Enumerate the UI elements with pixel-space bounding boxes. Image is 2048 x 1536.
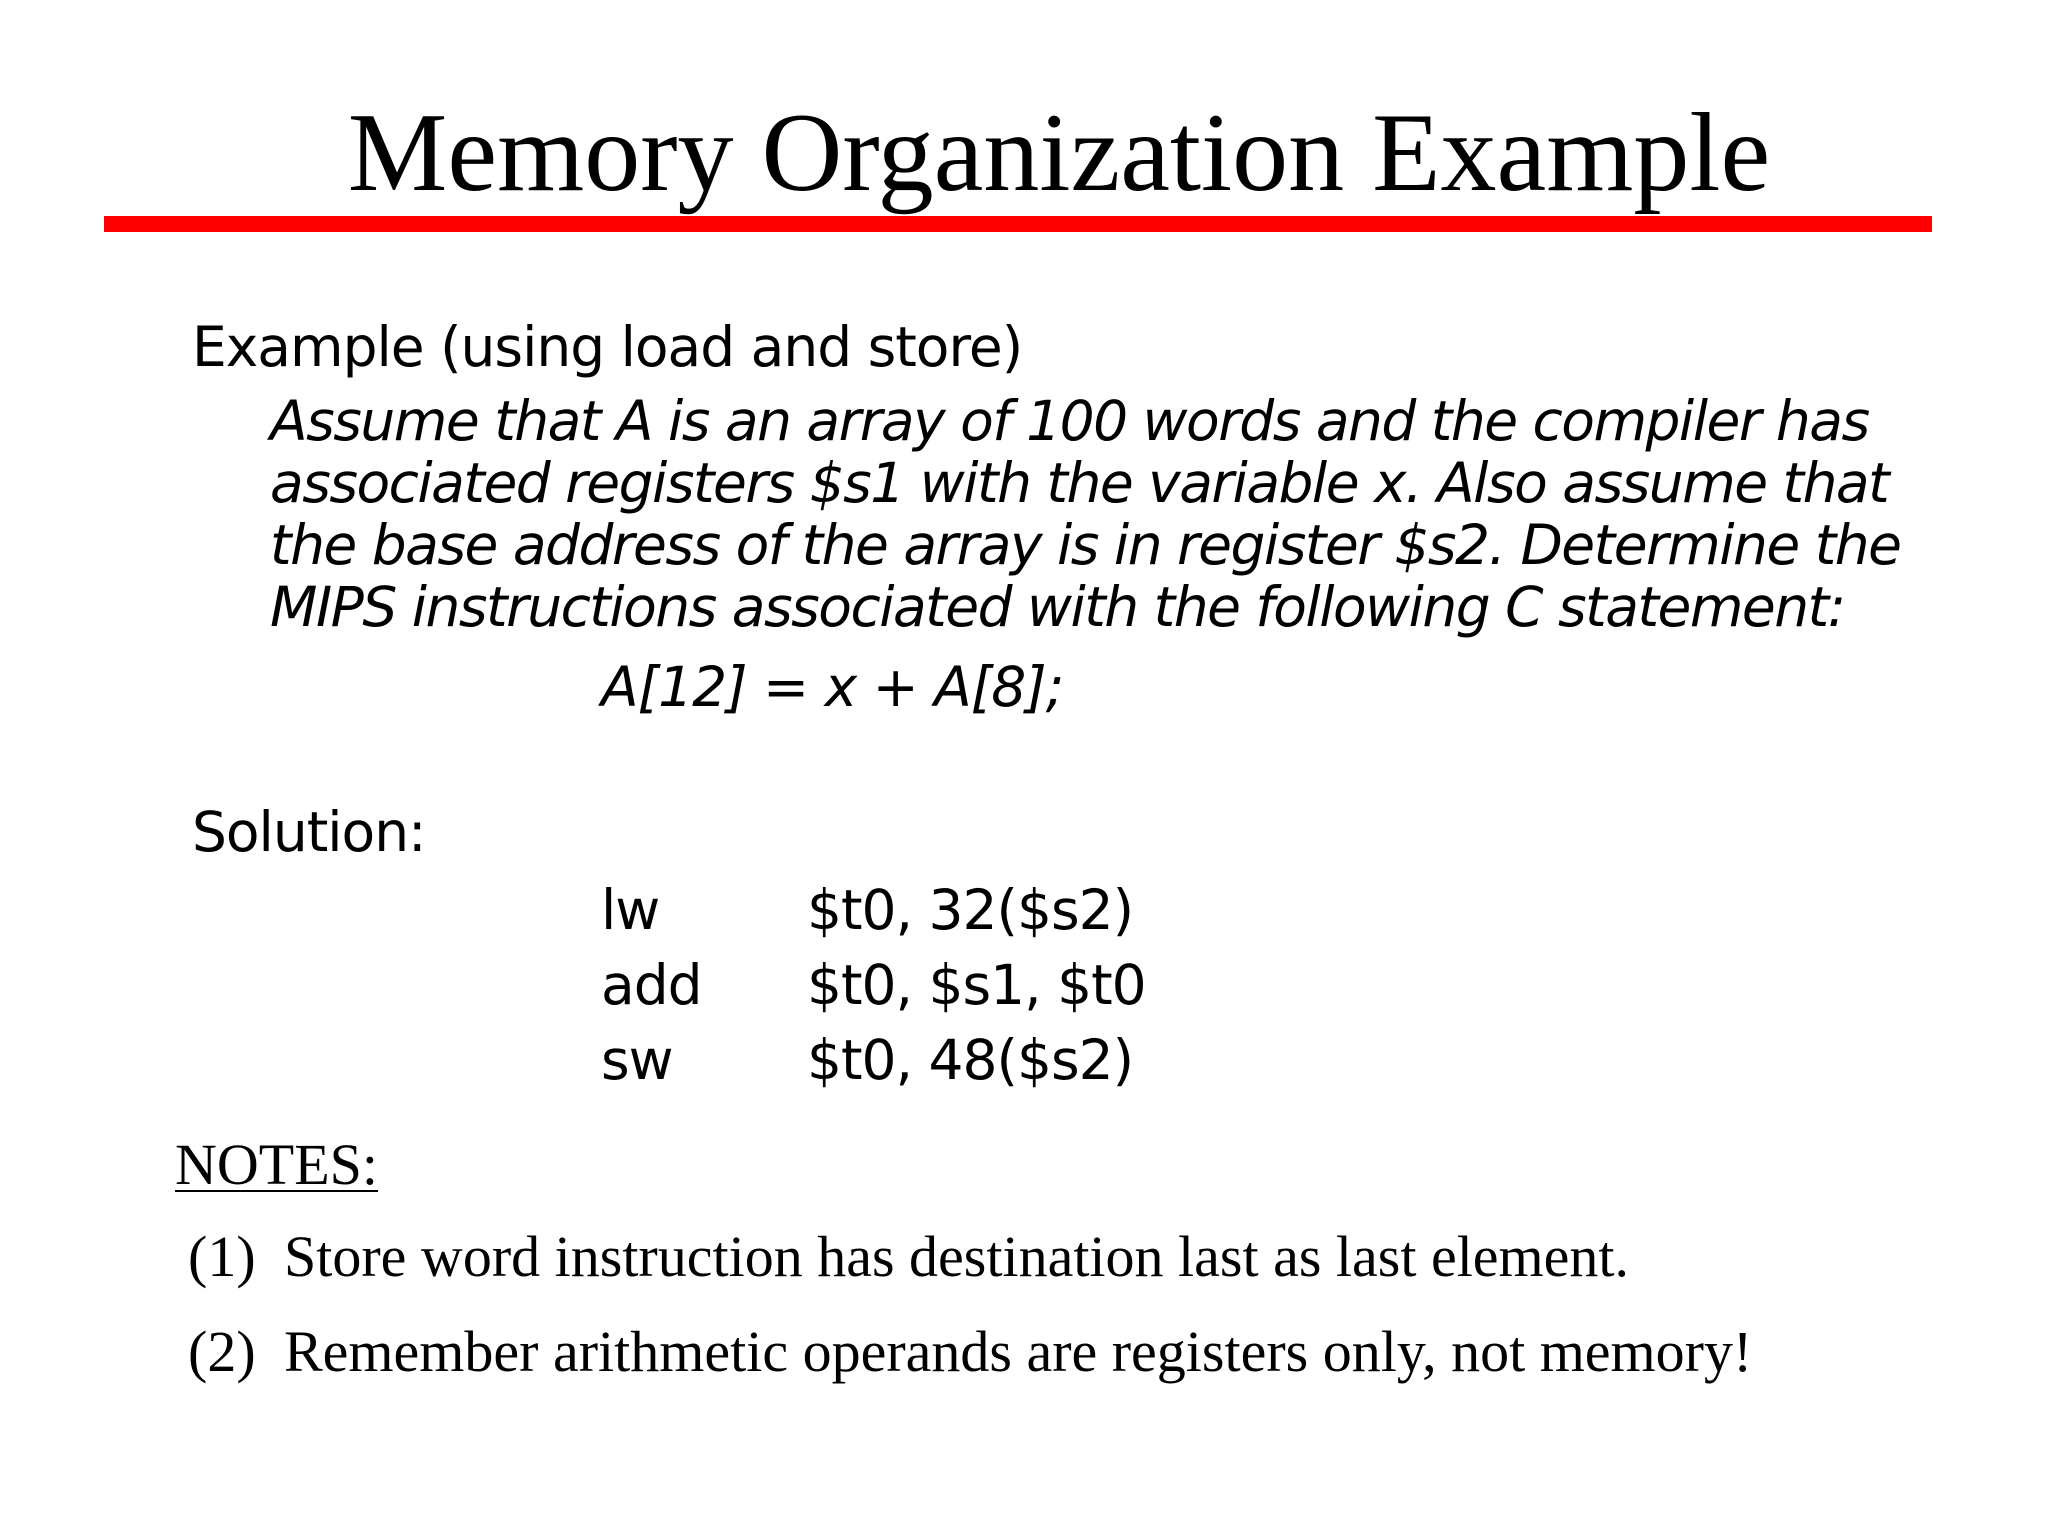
problem-statement [270, 390, 1970, 638]
note-item [188, 1222, 1752, 1292]
instruction-operands: $t0, $s1, $t0 [807, 953, 1146, 1017]
instruction-opcode: lw [601, 878, 660, 942]
instruction-operands: $t0, 48($s2) [807, 1028, 1134, 1092]
title-divider [104, 216, 1932, 232]
example-heading: Example (using load and store) [192, 315, 1023, 379]
notes-list [188, 1222, 1752, 1387]
instruction-opcode: add [601, 953, 702, 1017]
problem-line: associated registers $s1 with the variable x. Also assume that [270, 451, 1889, 515]
notes-heading: NOTES: [175, 1132, 378, 1197]
instruction-operands: $t0, 32($s2) [807, 878, 1134, 942]
note-number: (1) [188, 1224, 256, 1289]
c-statement: A[12] = x + A[8]; [601, 655, 1064, 719]
mips-code-block [601, 873, 1146, 1098]
slide-title: Memory Organization Example [347, 91, 1771, 215]
instruction-opcode: sw [601, 1028, 673, 1092]
note-number: (2) [188, 1319, 256, 1384]
note-text: Remember arithmetic operands are registers only, not memory! [284, 1319, 1753, 1384]
instruction-row [601, 1023, 1146, 1098]
solution-heading: Solution: [192, 800, 426, 864]
problem-line: MIPS instructions associated with the following C statement: [270, 575, 1845, 639]
instruction-row [601, 948, 1146, 1023]
problem-line: Assume that A is an array of 100 words and the compiler has [270, 389, 1869, 453]
instruction-row [601, 873, 1146, 948]
problem-line: the base address of the array is in register $s2. Determine the [270, 513, 1901, 577]
note-item [188, 1317, 1752, 1387]
note-text: Store word instruction has destination last as last element. [284, 1224, 1630, 1289]
